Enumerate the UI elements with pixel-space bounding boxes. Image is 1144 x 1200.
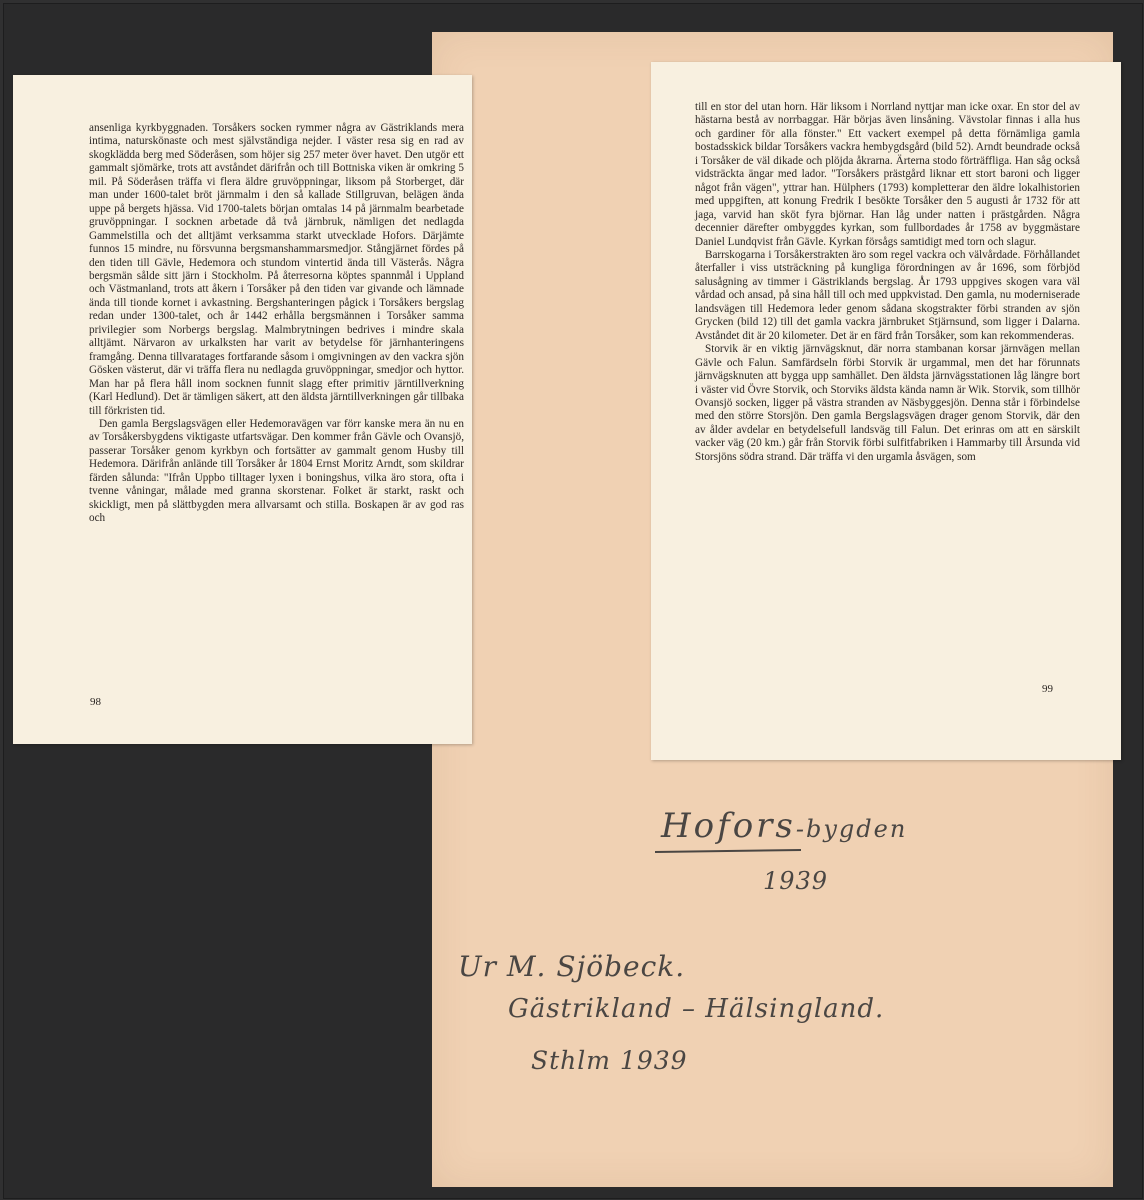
page-text-right bbox=[695, 101, 1080, 464]
handwritten-source-title: Gästrikland – Hälsingland. bbox=[508, 994, 885, 1024]
page-text-left bbox=[89, 122, 464, 526]
handwritten-title-rest: bygden bbox=[805, 815, 908, 843]
paragraph: Den gamla Bergslagsvägen eller Hedemoravägen var förr kanske mera än nu en av Torsåkersbygdens viktigaste utfartsvägar. Den kommer från Gävle och Ovansjö, passerar Torsåker genom kyrkbyn och fortsätter av gammalt genom Husby till Hedemora. Därifrån anlände till Torsåker år 1804 Ernst Moritz Arndt, som skildrar färden sålunda: "Ifrån Uppbo tilltager lyxen i boningshus, vilka äro stora, ofta i tvenne våningar, målade med granna skorstenar. Folket är starkt, raskt och skickligt, men på slättbygden mera allvarsamt och stilla. Boskapen är av god ras och bbox=[89, 417, 464, 525]
book-page-right bbox=[651, 62, 1121, 760]
page-number-left: 98 bbox=[90, 696, 101, 708]
handwritten-title bbox=[661, 806, 907, 846]
paragraph: Barrskogarna i Torsåkerstrakten äro som regel vackra och välvårdade. Förhållandet återfaller i viss utsträckning på kungliga förordningen av år 1696, som förbjöd salusågning av timmer i Gästriklands bergslag. År 1793 uppgives skogen vara väl vårdad och ansad, på sina håll till och med uppkvistad. Den gamla, nu moderniserade landsvägen till Hedemora leder genom sådana skogstrakter förbi stranden av sjön Grycken (bild 12) till det gamla vackra järnbruket Stjärnsund, som ligger i Dalarna. Avståndet dit är 20 kilometer. Det är en färd från Torsåker, som kan rekommenderas. bbox=[695, 248, 1080, 342]
handwritten-title-main: Hofors bbox=[661, 806, 796, 846]
handwritten-source-author: Ur M. Sjöbeck. bbox=[458, 950, 686, 983]
handwritten-year: 1939 bbox=[763, 867, 829, 895]
handwritten-title-sep: - bbox=[795, 815, 806, 843]
paragraph: till en stor del utan horn. Här liksom i Norrland nyttjar man icke oxar. En stor del av hästarna bestå av norrbaggar. Här börjas även linsåning. Vävstolar finnas i alla hus och gardiner för alla fönster." Ett vackert exempel på detta förnämliga gamla bostadsskick bildar Torsåkers vackra hembygdsgård (bild 52). Arndt beundrade också i Torsåker de väl dikade och plöjda åkrarna. Ärterna stodo förträffliga. Han såg också vidsträckta ängar med lador. "Torsåkers prästgård liknar ett stort baroni och ligger något från vägen", yttrar han. Hülphers (1793) kompletterar den äldre lokalhistorien med uppgiften, att konung Fredrik I besökte Torsåker den 5 augusti år 1732 för att jaga, varvid han sköt fyra björnar. Han låg under natten i prästgården. Några decennier därefter ombyggdes kyrkan, som fullbordades år 1758 av byggmästare Daniel Lundqvist från Gävle. Kyrkan försågs samtidigt med torn och slagur. bbox=[695, 101, 1080, 248]
handwritten-source-place-year: Sthlm 1939 bbox=[531, 1046, 688, 1075]
page-number-right: 99 bbox=[1042, 683, 1053, 695]
paragraph: Storvik är en viktig järnvägsknut, där norra stambanan korsar järnvägen mellan Gävle och Falun. Samfärdseln förbi Storvik är urgammal, men det har förunnats järnvägsknuten att bygga upp samhället. Den äldsta järnvägsstationen låg längre bort i väster vid Övre Storvik, och Storviks äldsta kända namn är Wik. Storvik, som tillhör Ovansjö socken, ligger på västra stranden av Näsbyggesjön. Denna står i förbindelse med den större Storsjön. Den gamla Bergslagsvägen drager genom Storvik, där den av ålder avdelar en betydelsefull landsväg till Falun. Det erinras om att en särskilt vacker väg (20 km.) går från Storvik förbi sulfitfabriken i Hammarby till Årsunda vid Storsjöns södra strand. Där träffa vi den urgamla åsvägen, som bbox=[695, 343, 1080, 463]
paragraph: ansenliga kyrkbyggnaden. Torsåkers socken rymmer några av Gästriklands mera intima, naturskönaste och mest självständiga nejder. I väster resa sig en rad av skogklädda berg med Söderåsen, som höjer sig 257 meter över havet. Den utgör ett gammalt sjömärke, trots att avståndet därifrån och till Bottniska viken är omkring 5 mil. På Söderåsen träffa vi flera äldre gruvöppningar, liksom på Storberget, där man under 1600-talet bröt järnmalm i den så kallade Stillgruvan, belägen ända uppe på bergets hjässa. Vid 1700-talets början omtalas 14 på järnmalm bearbetade gruvöppningar. I socknen arbetade då två järnbruk, nämligen det nedlagda Gammelstilla och det alltjämt verksamma starkt utvecklade Hofors. Därjämte funnos 15 mindre, nu försvunna bergsmanshammarsmedjor. Stångjärnet fördes på den tiden till Gävle, Hedemora och stundom vintertid ända till Västerås. Några bergsmän sålde sitt järn i Stockholm. På återresorna köptes spannmål i Uppland och Västmanland, trots att åkern i Torsåker på den tiden var givande och lämnade ända till tionde kornet i avkastning. Bergshanteringen pågick i Torsåkers bergslag redan under 1300-talet, och år 1442 erhålla bergsmännen i Torsåker samma privilegier som Norbergs bergslag. Malmbrytningen bedrives i mindre skala alltjämt. Närvaron av urkalksten har varit av betydelse för järnhanteringens framgång. Denna tillvaratages fortfarande såsom i omgivningen av den vackra sjön Gösken västerut, där vi träffa flera nu nedlagda gruvöppningar, smedjor och hyttor. Man har på flera håll inom socknen funnit slagg efter primitiv järntillverkning (Karl Hedlund). Det är tämligen säkert, att den äldsta järntillverkningen går tillbaka till förkristen tid. bbox=[89, 122, 464, 417]
book-page-left bbox=[13, 75, 472, 744]
